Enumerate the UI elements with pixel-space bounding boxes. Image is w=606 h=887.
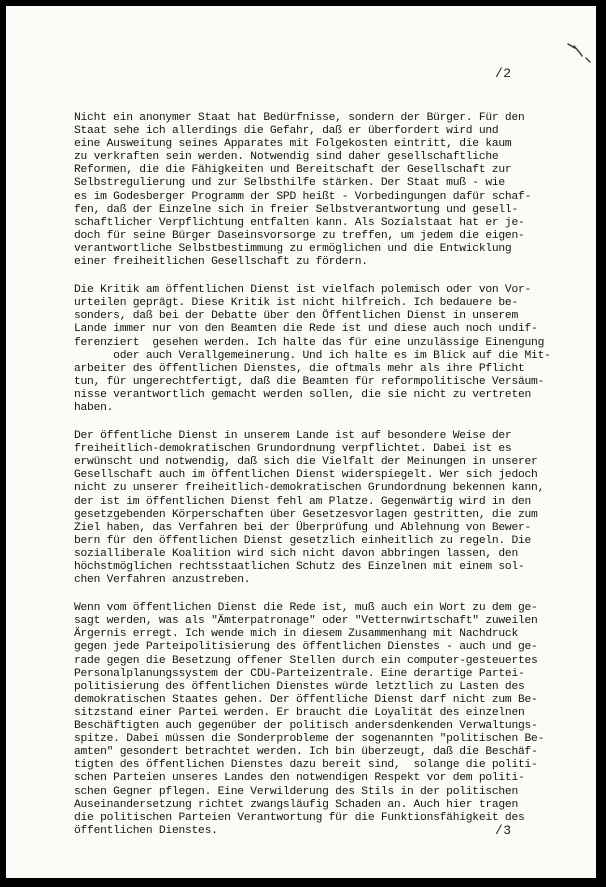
text-line: Der öffentliche Dienst in unserem Lande ist auf besondere Weise der	[74, 430, 512, 443]
paragraph	[74, 430, 584, 587]
text-line: Selbstregulierung und zur Selbsthilfe stärken. Der Staat muß - wie	[74, 177, 505, 190]
text-line: Die Kritik am öffentlichen Dienst ist vielfach polemisch oder von Vor-	[74, 284, 532, 297]
text-line: Lande immer nur von den Beamten die Rede ist und diese auch noch undif-	[74, 323, 538, 336]
paragraph	[74, 602, 584, 838]
corner-pen-mark	[566, 34, 596, 64]
text-line: Gesellschaft auch im öffentlichen Dienst widerspiegelt. Wer sich jedoch	[74, 469, 538, 482]
page-number-top: /2	[495, 66, 512, 81]
text-line: öffentlichen Dienstes.	[74, 824, 218, 837]
text-line: Auseinandersetzung richtet zwangsläufig Schaden an. Auch hier tragen	[74, 798, 518, 811]
text-line: chen Verfahren anzustreben.	[74, 574, 251, 587]
text-line: einer freiheitlichen Gesellschaft zu fördern.	[74, 256, 368, 269]
text-line: eine Ausweitung seines Apparates mit Folgekosten eintritt, die kaum	[74, 138, 512, 151]
text-line: verantwortliche Selbstbestimmung zu ermöglichen und die Entwicklung	[74, 242, 512, 255]
text-line: sagt werden, was als "Ämterpatronage" oder "Vetternwirtschaft" zuweilen	[74, 615, 538, 628]
text-line: tun, für ungerechtfertigt, daß die Beamten für reformpolitische Versäum-	[74, 375, 545, 388]
document-page	[6, 6, 596, 878]
text-line: gesetzgebenden Körperschaften über Gesetzesvorlagen gestritten, die zum	[74, 508, 538, 521]
text-line: erwünscht und notwendig, daß sich die Vielfalt der Meinungen in unserer	[74, 456, 538, 469]
text-line: schen Parteien unseres Landes den notwendigen Respekt vor dem politi-	[74, 772, 525, 785]
text-line: urteilen geprägt. Diese Kritik ist nicht hilfreich. Ich bedauere be-	[74, 297, 518, 310]
text-line: bern für den öffentlichen Dienst gesetzlich einheitlich zu regeln. Die	[74, 534, 532, 547]
text-line: fen, daß der Einzelne sich in freier Selbstverantwortung und gesell-	[74, 203, 518, 216]
text-line: arbeiter des öffentlichen Dienstes, die oftmals mehr als ihre Pflicht	[74, 362, 525, 375]
text-line: nicht zu unserer freiheitlich-demokratischen Grundordnung bekennen kann,	[74, 482, 545, 495]
text-line: Ziel haben, das Verfahren bei der Überprüfung und Ablehnung von Bewer-	[74, 521, 532, 534]
text-line: nisse verantwortlich gemacht werden sollen, die sie nicht zu vertreten	[74, 388, 532, 401]
body-text	[74, 112, 584, 853]
text-line: Beschäftigten auch gegenüber der politisch andersdenkenden Verwaltungs-	[74, 720, 538, 733]
text-line: die politischen Parteien Verantwortung für die Funktionsfähigkeit des	[74, 811, 525, 824]
text-line: gegen jede Parteipolitisierung des öffentlichen Dienstes - auch und ge-	[74, 641, 538, 654]
text-line: schaftlicher Verpflichtung entfalten kann. Als Sozialstaat hat er je-	[74, 216, 525, 229]
text-line: sonders, daß bei der Debatte über den Öffentlichen Dienst in unserem	[74, 310, 518, 323]
text-line: zu verkraften sein werden. Notwendig sind daher gesellschaftliche	[74, 151, 499, 164]
text-line: sozialliberale Koalition wird sich nicht davon abbringen lassen, den	[74, 547, 518, 560]
text-line: doch für seine Bürger Daseinsvorsorge zu treffen, um jedem die eigen-	[74, 229, 525, 242]
text-line: Ärgernis erregt. Ich wende mich in diesem Zusammenhang mit Nachdruck	[74, 628, 518, 641]
page-number-bottom: /3	[495, 823, 512, 838]
text-line: rade gegen die Besetzung offener Stellen durch ein computer-gesteuertes	[74, 654, 538, 667]
text-line: haben.	[74, 401, 114, 414]
paragraph	[74, 112, 584, 269]
text-line: der ist im öffentlichen Dienst fehl am Platze. Gegenwärtig wird in den	[74, 495, 532, 508]
text-line: sitzstand einer Partei werden. Er braucht die Loyalität des einzelnen	[74, 706, 525, 719]
text-line: höchstmöglichen rechtsstaatlichen Schutz des Einzelnen mit einem sol-	[74, 561, 525, 573]
text-line: amten" gesondert betrachtet werden. Ich bin überzeugt, daß die Beschäf-	[74, 746, 538, 759]
text-line: tigten des öffentlichen Dienstes dazu bereit sind, solange die politi-	[74, 759, 538, 772]
text-line: schen Gegner pflegen. Eine Verwilderung des Stils in der politischen	[74, 785, 518, 798]
text-line: demokratischen Staates gehen. Der öffentliche Dienst darf nicht zum Be-	[74, 693, 538, 706]
text-line: Reformen, die die Fähigkeiten und Bereitschaft der Gesellschaft zur	[74, 164, 512, 177]
text-line: spitze. Dabei müssen die Sonderprobleme der sogenannten "politischen Be-	[74, 733, 545, 746]
text-line: es im Godesberger Programm der SPD heißt - Vorbedingungen dafür schaf-	[74, 190, 532, 203]
text-line: Wenn vom öffentlichen Dienst die Rede ist, muß auch ein Wort zu dem ge-	[74, 602, 538, 615]
text-line: freiheitlich-demokratischen Grundordnung verpflichtet. Dabei ist es	[74, 443, 512, 456]
text-line: Staat sehe ich allerdings die Gefahr, daß er überfordert wird und	[74, 125, 499, 138]
text-line: ferenziert gesehen werden. Ich halte das für eine unzulässige Einengung	[74, 336, 545, 349]
text-line: Nicht ein anonymer Staat hat Bedürfnisse, sondern der Bürger. Für den	[74, 112, 525, 124]
paragraph	[74, 284, 584, 415]
text-line: oder auch Verallgemeinerung. Und ich halte es im Blick auf die Mit-	[74, 349, 551, 362]
text-line: politisierung des öffentlichen Dienstes würde letztlich zu Lasten des	[74, 680, 525, 693]
text-line: Personalplanungssystem der CDU-Parteizentrale. Eine derartige Partei-	[74, 667, 525, 680]
